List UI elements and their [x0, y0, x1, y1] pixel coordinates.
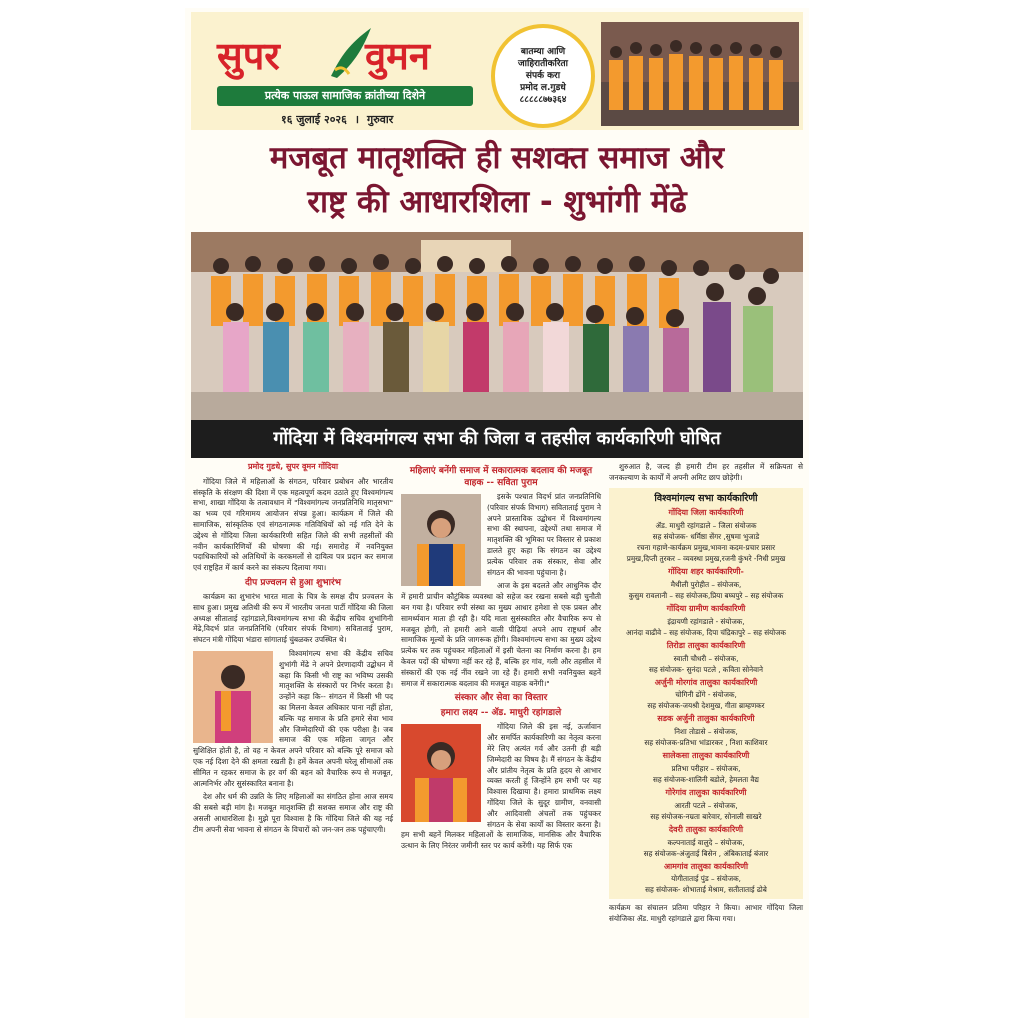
photo-caption: गोंदिया में विश्वमांगल्य सभा की जिला व तहसील कार्यकारिणी घोषित — [191, 420, 803, 458]
committee-member-line: योगीताताई पुंड – संयोजक, — [671, 874, 741, 884]
speaker-photo — [401, 494, 481, 586]
article-paragraph: शुरुआत है, जल्द ही हमारी टीम हर तहसील में सक्रियता से जनकल्याण के कार्यों में अपनी अमिट छाप छोड़ेगी। — [609, 462, 803, 482]
committee-member-line: सह संयोजक-शालिनी बडोले, हेमलता वैद्य — [653, 774, 759, 784]
headline — [185, 136, 809, 224]
subheading: संस्कार और सेवा का विस्तार — [454, 693, 548, 704]
contact-line: संपर्क करा — [525, 71, 561, 81]
subheading: दीप प्रज्वलन से हुआ शुभारंभ — [245, 577, 341, 588]
committee-member-line: आरती पटले – संयोजक, — [674, 800, 738, 810]
issue-date: १६ जुलाई २०२६ — [281, 113, 347, 126]
committee-member-line: सह संयोजक- धर्मिष्ठा सेंगर ,सुषमा भुजाडे — [652, 532, 760, 542]
committee-member-line: सह संयोजक-जयश्री देशमुख, गीता ब्राम्हणकर — [647, 701, 765, 711]
committee-box — [609, 488, 803, 900]
contact-line: बातम्या आणि — [520, 47, 566, 57]
committee-section-title: सडक अर्जुनी तालुका कार्यकारिणी — [657, 714, 755, 724]
left-column — [193, 462, 393, 839]
committee-member-line: सह संयोजक-प्रतिभा भांडारकर , निशा काशिवार — [644, 738, 768, 748]
article-paragraph: कार्यक्रम का शुभारंभ भारत माता के चित्र के समक्ष दीप प्रज्वलन के साथ हुआ। प्रमुख अतिथी की रूप में भारतीय जनता पार्टी गोंदिया की जिला अध्यक्ष सीताताई रहांगडाले,विश्वमांगल्य सभा की केंद्रीय सचिव शुभांगिनी मेंढे,विदर्भ प्रांत जनप्रतिनिधि (परिवार संपर्क विभाग) सविताताई पुराम, संघटन मंत्री गोंदिया भंडारा सांगाताई चुंबळकर उपस्थित थे। — [193, 591, 393, 645]
article-paragraph: विश्वमांगल्य सभा की केंद्रीय सचिव शुभांगी मेंढे ने अपने प्रेरणादायी उद्बोधन में कहा कि किसी भी राष्ट्र का भविष्य उसकी मातृशक्ति के संस्कारों पर निर्भर करता है।उन्होंने कहा कि-- संगठन में किसी भी पद का मिलना केवल अधिकार पाना नहीं होता, बल्कि यह समाज के प्रति हमारे सेवा भाव और जिम्मेदारियों की एक परीक्षा है। जब समाज की एक महिला जागृत और सुशिक्षित होती है, तो वह न केवल अपने परिवार को बल्कि पूरे समाज को एक नई दिशा देने की क्षमता रखती है। हमें केवल अपनी घरेलू सीमाओं तक सीमित न रहकर समाज के हर वर्ग की बहन को वैचारिक रूप से मजबूत, आत्मनिर्भर और सुसंस्कारित बनाना है। — [193, 648, 393, 788]
committee-section-title: अर्जुनी मोरगांव तालुका कार्यकारिणी — [654, 677, 758, 687]
committee-title: विश्वमांगल्य सभा कार्यकारिणी — [654, 492, 758, 504]
committee-member-line: कल्पनाताई वालुदे – संयोजक, — [667, 837, 745, 847]
contact-badge — [491, 24, 595, 128]
committee-member-line: कुसुम रावलानी – सह संयोजक,प्रिया बघ्घपुरे – सह संयोजक — [628, 590, 784, 600]
headline-line1: मजबूत मातृशक्ति ही सशक्त समाज और — [269, 140, 725, 176]
closing-note: कार्यक्रम का संचालन प्रतिमा परिहार ने किया। आभार गोंदिया जिला संयोजिका ॲड. माधुरी रहांगडाले द्वारा किया गया। — [609, 903, 803, 923]
committee-member-line: प्रमुख,दिप्ती तुरकर – व्यवस्था प्रमुख,रजनी कुंभरे -निधी प्रमुख — [626, 554, 786, 564]
brand-right-word: वुमन — [365, 33, 430, 78]
middle-column — [401, 462, 601, 855]
committee-member-line: निशा तोडासे – संयोजक, — [674, 727, 738, 737]
committee-member-line: आनंदा वाढीवे – सह संयोजक, दिपा चंद्रिकापुरे – सह संयोजक — [626, 627, 786, 637]
committee-member-line: स्वाती चौधरी – संयोजक, — [673, 653, 739, 663]
committee-section-title: आमगांव तालुका कार्यकारिणी — [663, 861, 749, 871]
date-separator: । — [354, 113, 360, 126]
committee-section-title: गोंदिया जिला कार्यकारिणी — [668, 508, 744, 518]
committee-member-line: इंद्रायणी रहांगडाले - संयोजक, — [667, 616, 745, 626]
byline: प्रमोद गुडधे, सुपर वूमन गोंदिया — [247, 462, 339, 471]
committee-member-line: सह संयोजक- शोभाताई मेश्राम, सतीताताई ढोबे — [645, 885, 767, 895]
committee-section-title: गोरेगांव तालुका कार्यकारिणी — [665, 787, 747, 797]
tagline: प्रत्येक पाऊल सामाजिक क्रांतीच्या दिशेने — [217, 86, 473, 106]
speaker-photo — [193, 651, 273, 743]
committee-member-line: सह संयोजक-नम्रता बारेवार, सोनाली साखरे — [650, 811, 762, 821]
committee-member-line: सह संयोजक- सुनंदा पटले , कविता सोनेवाने — [648, 664, 763, 674]
committee-member-line: प्रतिभा परीहार – संयोजक, — [671, 763, 741, 773]
committee-member-line: मैथीली पुरोहीत – संयोजक, — [670, 579, 742, 589]
dateline — [281, 112, 393, 127]
subheading: हमारा लक्ष्य -- ॲड. माधुरी रहांगडाले — [440, 708, 562, 719]
committee-section-title: गोंदिया ग्रामीण कार्यकारिणी — [666, 603, 746, 613]
committee-section-title: गोंदिया शहर कार्यकारिणी- — [668, 567, 744, 577]
contact-line: ८८८८८७७३६४ — [519, 95, 567, 105]
brand-left-word: सुपर — [217, 33, 280, 78]
article-paragraph: गोंदिया जिले की इस नई, ऊर्जावान और समर्पित कार्यकारिणी का नेतृत्व करना मेरे लिए अत्यंत गर्व और उतनी ही बड़ी जिम्मेदारी का विषय है। मैं संगठन के केंद्रीय और प्रांतीय नेतृत्व के प्रति हृदय से आभार व्यक्त करती हूं जिन्होंने हम सभी पर यह विश्वास दिखाया है। हमारा प्राथमिक लक्ष्य गोंदिया जिले के सुदूर ग्रामीण, वनवासी और आदिवासी अंचलों तक पहुंचकर संगठन के सेवा कार्यों का विस्तार करना है। हम सभी बहनें मिलकर महिलाओं के सामाजिक, मानसिक और वैचारिक उत्थान के लिए निरंतर जमीनी स्तर पर कार्य करेंगी। यह सिर्फ एक — [401, 722, 601, 851]
issue-day: गुरुवार — [367, 113, 394, 126]
speaker-photo — [401, 724, 481, 822]
committee-section-title: तिरोडा तालुका कार्यकारिणी — [666, 640, 746, 650]
committee-member-line: चोगिनी ढोंगे - संयोजक, — [675, 690, 737, 700]
article-paragraph: देश और धर्म की उन्नति के लिए महिलाओं का संगठित होना आज समय की सबसे बड़ी मांग है। मजबूत मातृशक्ति ही सशक्त समाज और राष्ट्र की असली आधारशिला है। मुझे पूरा विश्वास है कि गोंदिया जिले की यह नई टीम अपनी सेवा भावना से संगठन के विचारों को जन-जन तक पहुंचाएगी। — [193, 792, 393, 834]
newspaper-page — [185, 8, 809, 1018]
committee-member-line: ॲड. माधुरी रहांगडाले – जिला संयोजक — [655, 521, 757, 531]
committee-section-title: सालेकसा तालुका कार्यकारिणी — [662, 751, 750, 761]
subheading: महिलाएं बनेंगी समाज में सकारात्मक बदलाव की मजबूत वाहक -- सविता पुराम — [409, 466, 593, 488]
masthead-photo — [601, 22, 799, 126]
article-paragraph: आज के इस बदलते और आधुनिक दौर में हमारी प्राचीन कौटुंबिक व्यवस्था को सहेज कर रखना सबसे बड़ी चुनौती बन गया है। परिवार रुपी संस्था का मुख्य आधार हमेशा से एक प्रबल और सामर्थ्यवान माता ही रही है। यदि माता सुसंस्कारित और वैचारिक रूप से मजबूत होगी, तो हमारी आने वाली पीढ़ियां अपने आप राष्ट्रधर्म और सामाजिक मूल्यों के प्रति जागरूक होंगी। विश्वमांगल्य सभा का मुख्य उद्देश्य प्रत्येक घर तक पहुंचकर महिलाओं में इसी चेतना का निर्माण करना है। हम केवल पदों की घोषणा नहीं कर रहे हैं, बल्कि हर गांव, गली और तहसील में संस्कारों की एक नई नींव रखने जा रहे हैं। हमारी सभी नवनियुक्त बहनें समाज में सकारात्मक बदलाव की मजबूत वाहक बनेंगी।" — [401, 581, 601, 688]
masthead — [191, 12, 803, 130]
article-paragraph: गोंदिया जिले में महिलाओं के संगठन, परिवार प्रबोधन और भारतीय संस्कृति के संरक्षण की दिशा में एक महत्वपूर्ण कदम उठाते हुए विश्वमांगल्य सभा, शाखा गोंदिया के तत्वावधान में "विश्वमांगल्य जनप्रतिनिधि मातृसभा" का भव्य एवं गरिमामय आयोजन संपन्न हुआ। कार्यक्रम में जिले की सामाजिक, सांस्कृतिक एवं संगठनात्मक गतिविधियों को नई गति देने के उद्देश्य से गोंदिया जिला कार्यकारिणी सहित जिले की सभी तहसीलों की नवीन कार्यकारिणियों की घोषणा की गई। समारोह में नवनियुक्त पदाधिकारियों को अतिथियों के करकमलों से दायित्व पत्र प्रदान कर समाज एवं राष्ट्रहित में कार्य करने का संकल्प दिलाया गया। — [193, 476, 393, 573]
committee-member-line: रचना गहाणे-कार्यक्रम प्रमुख,भावना कदम-प्रचार प्रसार — [636, 543, 776, 553]
headline-line2: राष्ट्र की आधारशिला - शुभांगी मेंढे — [307, 184, 687, 220]
contact-line: प्रमोद ल.गुडधे — [520, 83, 566, 93]
brand-logo — [217, 32, 497, 80]
committee-section-title: देवरी तालुका कार्यकारिणी — [668, 824, 744, 834]
group-photo — [191, 232, 803, 420]
right-column — [609, 462, 803, 924]
contact-line: जाहिरातीकरिता — [518, 59, 568, 69]
committee-member-line: सह संयोजक-अंजुताई बिसेन , अंबिकाताई बंजार — [643, 848, 769, 858]
article-paragraph: इसके पश्चात विदर्भ प्रांत जनप्रतिनिधि (परिवार संपर्क विभाग) सविताताई पुराम ने अपने प्रास्ताविक उद्बोधन में विश्वमांगल्य सभा की स्थापना, उद्देश्यों तथा समाज में मातृशक्ति की भूमिका पर विस्तार से प्रकाश डालते हुए कहा कि संगठन का उद्देश्य प्रत्येक परिवार तक संस्कार, सेवा और संगठन की भावना पहुंचाना है। — [487, 492, 601, 577]
